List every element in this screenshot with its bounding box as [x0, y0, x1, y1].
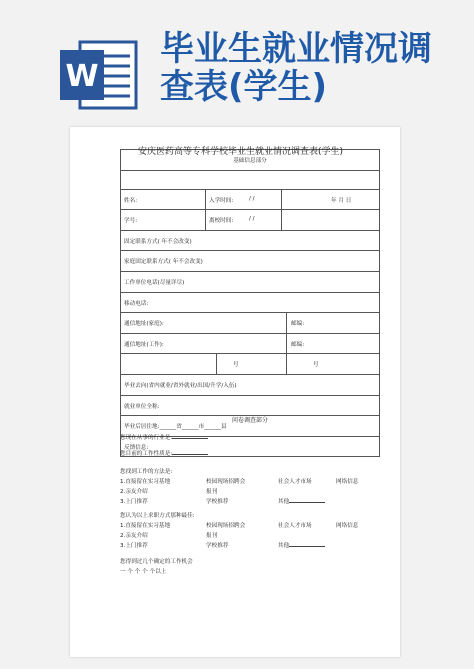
remarks-label: 反馈信息:	[124, 444, 149, 451]
title-line-1: 毕业生就业情况调	[160, 29, 432, 69]
word-icon	[60, 40, 138, 110]
q4-option: 1.直接留在实习基地	[120, 523, 171, 529]
table-row	[121, 375, 379, 396]
q3-option: 2.亲友介绍	[120, 489, 148, 495]
q3-option: 校园现场招聘会	[206, 479, 246, 485]
table-row	[121, 293, 379, 314]
address-home-label: 通信地址(家庭):	[124, 321, 164, 328]
question-3: 您找到工作的方法是:	[120, 469, 173, 475]
page-title	[160, 30, 460, 106]
q4-option: 社会人才市场	[278, 523, 312, 529]
date-label: 年 月 日	[331, 197, 352, 204]
q4-option: 报刊	[206, 533, 218, 539]
table-row	[121, 396, 379, 417]
address-work-label: 通信地址(工作):	[124, 341, 164, 348]
residence-label: 毕业后居住地:______省______市______县	[124, 424, 227, 431]
leave-label: 离校时间:	[209, 218, 234, 225]
leave-value: / /	[249, 216, 255, 223]
q3-option: 社会人才市场	[278, 479, 312, 485]
enroll-label: 入学时间:	[209, 197, 234, 204]
student-no-label: 学号:	[124, 218, 138, 225]
survey-heading: 问卷调查部分	[231, 417, 268, 424]
q3-option: 其他	[278, 497, 325, 505]
q4-option: 学校推荐	[206, 543, 229, 549]
question-5: 您得到过几个确定的工作机会	[120, 559, 193, 565]
hao-label-1: 号	[233, 362, 239, 369]
title-line-2: 查表(学生)	[160, 67, 328, 107]
table-row	[121, 313, 379, 334]
graduate-destination-label: 毕业去向(省内就业/省外就业/出国/升学/入伍)	[124, 382, 237, 389]
question-4: 您认为以上求职方式那种最佳:	[120, 513, 195, 519]
word-letter: W	[65, 59, 99, 94]
q4-option: 其他	[278, 541, 325, 549]
section-title: 基础信息部分	[233, 158, 267, 164]
document-page	[70, 127, 400, 657]
q5-options: 一 个 个 个 个以上	[120, 569, 167, 575]
home-phone-label: 家庭固定联系方式( 年不会改变)	[124, 259, 203, 266]
fixed-contact-label: 固定联系方式( 年不会改变)	[124, 238, 192, 245]
question-2: 您目前的工作性质是:	[120, 449, 208, 457]
q4-option: 3.上门推荐	[120, 543, 148, 549]
table-row	[121, 171, 379, 190]
header-banner	[0, 0, 474, 118]
postcode-label-1: 邮编:	[291, 321, 305, 328]
enroll-value: / /	[249, 195, 255, 202]
q4-option: 2.亲友介绍	[120, 533, 148, 539]
table-row	[121, 231, 379, 252]
work-phone-label: 工作单位电话(尽量详尽)	[124, 279, 185, 286]
q4-option: 校园现场招聘会	[206, 523, 246, 529]
mobile-label: 移动电话:	[124, 300, 149, 307]
q3-option: 学校推荐	[206, 499, 229, 505]
q3-option: 报刊	[206, 489, 218, 495]
table-row	[121, 272, 379, 293]
q4-option: 网络信息	[336, 523, 359, 529]
q3-option: 1.直接留在实习基地	[120, 479, 171, 485]
postcode-label-2: 邮编:	[291, 341, 305, 348]
table-row	[121, 251, 379, 272]
name-label: 姓名:	[124, 197, 138, 204]
table-row	[121, 190, 379, 211]
hao-label-2: 号	[313, 362, 319, 369]
table-row	[121, 334, 379, 355]
table-row	[121, 210, 379, 231]
question-1: 您现在从事的行业是:	[120, 433, 208, 441]
document-title: 安庆医药高等专科学校毕业生就业情况调查表(学生)	[138, 147, 344, 157]
table-row	[121, 354, 379, 375]
basic-info-table	[120, 149, 380, 457]
employer-name-label: 就业单位全称:	[124, 403, 160, 410]
q3-option: 3.上门推荐	[120, 499, 148, 505]
q3-option: 网络信息	[336, 479, 359, 485]
